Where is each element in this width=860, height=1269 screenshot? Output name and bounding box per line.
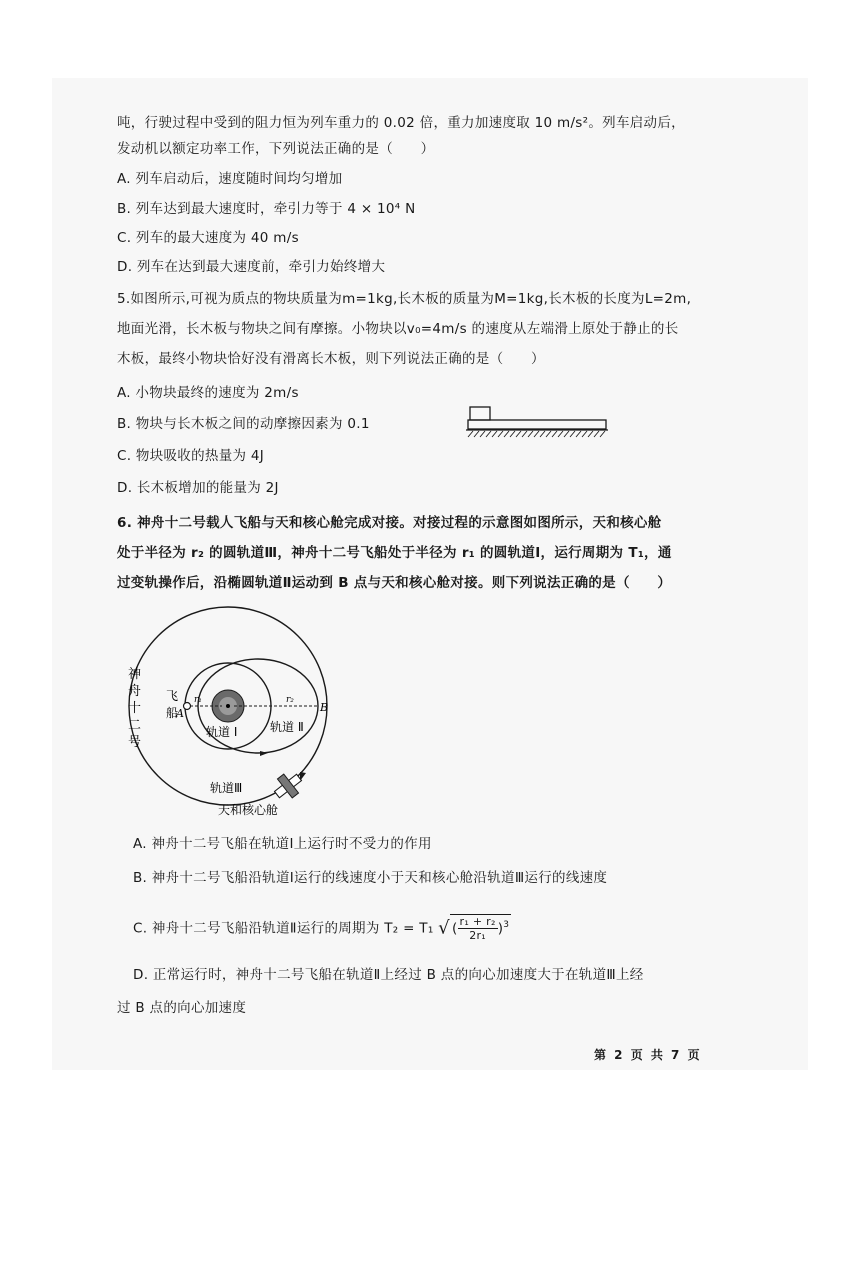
block-on-board-figure bbox=[462, 404, 612, 440]
exponent: 3 bbox=[503, 920, 510, 930]
q5-stem-line3: 木板，最终小物块恰好没有滑离长木板，则下列说法正确的是（ ） bbox=[117, 351, 545, 367]
fraction bbox=[458, 915, 498, 942]
fraction-denominator: 2r₁ bbox=[469, 929, 487, 942]
long-board bbox=[468, 420, 606, 429]
q4-option-b: B. 列车达到最大速度时，牵引力等于 4 × 10⁴ N bbox=[117, 201, 416, 217]
q6-stem-line2: 处于半径为 r₂ 的圆轨道Ⅲ，神舟十二号飞船处于半径为 r₁ 的圆轨道Ⅰ，运行周期为 T₁，通 bbox=[117, 545, 672, 561]
sqrt-sign: √ bbox=[438, 917, 450, 939]
earth-center bbox=[226, 704, 230, 708]
q6-option-c-text: C. 神舟十二号飞船沿轨道Ⅱ运行的周期为 T₂ = T₁ bbox=[133, 920, 434, 937]
label-point-b: B bbox=[320, 701, 329, 714]
label-tianhe: 天和核心舱 bbox=[218, 803, 279, 817]
label-r1: r₁ bbox=[194, 695, 202, 705]
q4-stem-line2: 发动机以额定功率工作，下列说法正确的是（ ） bbox=[117, 141, 435, 157]
q4-stem-line1: 吨，行驶过程中受到的阻力恒为列车重力的 0.02 倍，重力加速度取 10 m/s²。列车启动后， bbox=[117, 115, 685, 131]
fraction-numerator: r₁ + r₂ bbox=[459, 915, 496, 928]
ground-hatching bbox=[468, 431, 605, 437]
q6-option-d-line2: 过 B 点的向心加速度 bbox=[117, 1000, 247, 1016]
label-shenzhou: 神舟十二号 bbox=[128, 667, 142, 750]
spacecraft-point-a bbox=[184, 703, 191, 710]
label-r2: r₂ bbox=[286, 695, 294, 705]
label-point-a: A bbox=[176, 707, 184, 720]
q4-option-a: A. 列车启动后，速度随时间均匀增加 bbox=[117, 171, 343, 187]
q5-option-a: A. 小物块最终的速度为 2m/s bbox=[117, 385, 299, 401]
page-number: 第 2 页 共 7 页 bbox=[594, 1048, 702, 1062]
orbit-2-arrow bbox=[260, 751, 268, 756]
q6-option-b: B. 神舟十二号飞船沿轨道Ⅰ运行的线速度小于天和核心舱沿轨道Ⅲ运行的线速度 bbox=[133, 870, 608, 886]
label-orbit-1: 轨道 Ⅰ bbox=[206, 725, 238, 739]
q6-option-a: A. 神舟十二号飞船在轨道Ⅰ上运行时不受力的作用 bbox=[133, 836, 432, 852]
orbit-figure bbox=[110, 606, 350, 822]
q5-stem-line1: 5.如图所示,可视为质点的物块质量为m=1kg,长木板的质量为M=1kg,长木板的长度为L=2m, bbox=[117, 291, 692, 307]
q6-option-d-line1: D. 正常运行时，神舟十二号飞船在轨道Ⅱ上经过 B 点的向心加速度大于在轨道Ⅲ上经 bbox=[133, 967, 644, 983]
q5-option-c: C. 物块吸收的热量为 4J bbox=[117, 448, 265, 464]
small-block bbox=[470, 407, 490, 420]
q4-option-c: C. 列车的最大速度为 40 m/s bbox=[117, 230, 299, 246]
label-orbit-2: 轨道 Ⅱ bbox=[270, 720, 304, 734]
q6-option-c bbox=[133, 914, 511, 942]
label-orbit-3: 轨道Ⅲ bbox=[210, 781, 243, 795]
label-feichuan: 飞船 bbox=[166, 689, 179, 720]
q5-stem-line2: 地面光滑，长木板与物块之间有摩擦。小物块以v₀=4m/s 的速度从左端滑上原处于静止的长 bbox=[117, 321, 679, 337]
sqrt-body: ( $\frac{\text{r₁ + r₂}}{\text{2r₁}}$ )$^3$ bbox=[451, 915, 510, 942]
q6-stem-line1: 6. 神舟十二号载人飞船与天和核心舱完成对接。对接过程的示意图如图所示，天和核心舱 bbox=[117, 515, 662, 531]
q4-option-d: D. 列车在达到最大速度前，牵引力始终增大 bbox=[117, 259, 386, 275]
q5-option-b: B. 物块与长木板之间的动摩擦因素为 0.1 bbox=[117, 416, 370, 432]
q5-option-d: D. 长木板增加的能量为 2J bbox=[117, 480, 279, 496]
q6-stem-line3: 过变轨操作后，沿椭圆轨道Ⅱ运动到 B 点与天和核心舱对接。则下列说法正确的是（ ） bbox=[117, 575, 672, 591]
